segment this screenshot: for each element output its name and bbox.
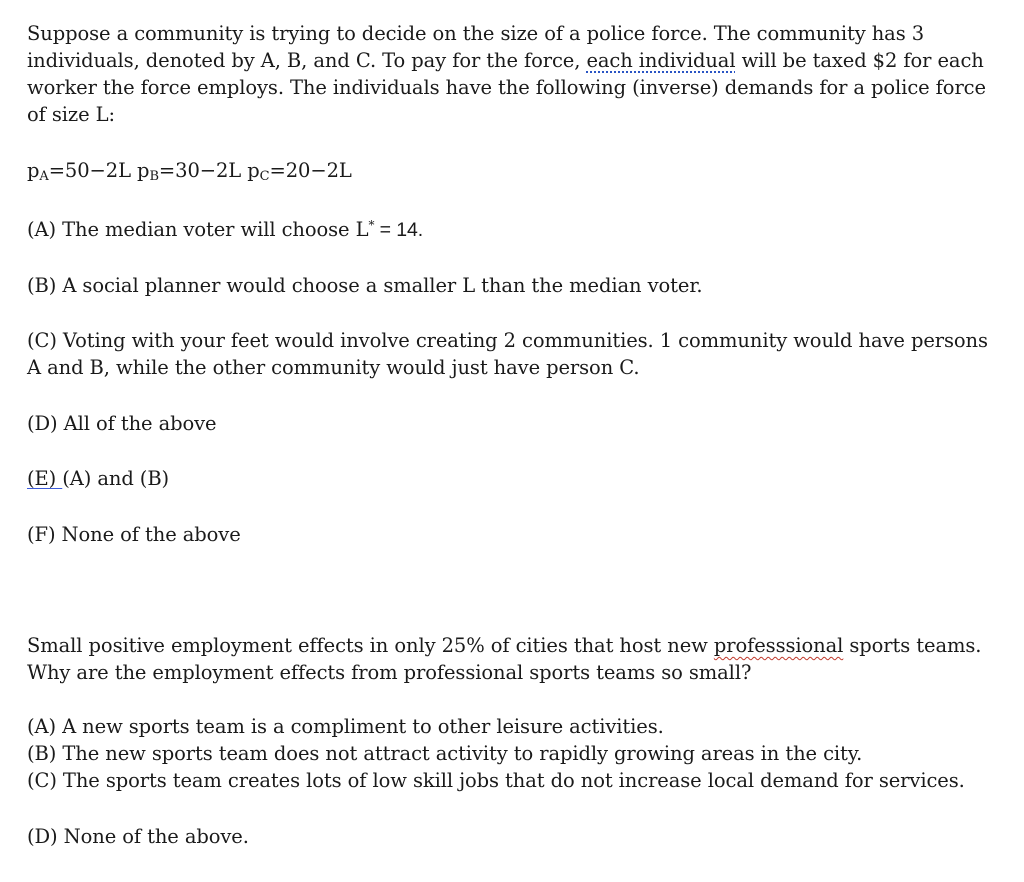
q1-option-b: (B) A social planner would choose a smaller L than the median voter. [27,274,703,297]
q1-option-e: (E) (A) and (B) [27,467,170,490]
q2-option-b: (B) The new sports team does not attract activity to rapidly growing areas in the city. [27,742,863,765]
q1-option-c-line-2: A and B, while the other community would just have person C. [27,356,640,379]
q1-intro-line-4: of size L: [27,103,115,126]
misspelled-word: professsional [713,634,844,657]
dotted-underlined-phrase: each individual [586,49,736,72]
q2-option-c: (C) The sports team creates lots of low skill jobs that do not increase local demand for services. [27,769,965,792]
demand-equations [27,157,352,184]
q1-option-d: (D) All of the above [27,412,217,435]
q2-stem-line-2: Why are the employment effects from professional sports teams so small? [27,661,752,684]
q2-option-d: (D) None of the above. [27,825,249,848]
q1-intro-line-1: Suppose a community is trying to decide on the size of a police force. The community has 3 [27,22,925,45]
q2-option-a: (A) A new sports team is a compliment to other leisure activities. [27,715,664,738]
q1-intro-line-3: worker the force employs. The individuals have the following (inverse) demands for a police force [27,76,986,99]
demand-a: $p_A=50-2L$ [27,159,138,184]
demand-c: $p_C=20-2L$ [247,159,352,184]
demand-b: $p_B=30-2L$ [137,159,248,184]
q1-option-a: (A) The median voter will choose L* = 14. [27,218,424,241]
option-e-underlined-label: (E) [27,467,63,490]
q1-option-c-line-1: (C) Voting with your feet would involve creating 2 communities. 1 community would have persons [27,329,988,352]
q1-intro-line-2: individuals, denoted by A, B, and C. To pay for the force, each individual will be taxed $2 for each [27,49,984,72]
q2-stem-line-1: Small positive employment effects in only 25% of cities that host new professsional sports teams. [27,634,982,657]
q1-option-f: (F) None of the above [27,523,241,546]
